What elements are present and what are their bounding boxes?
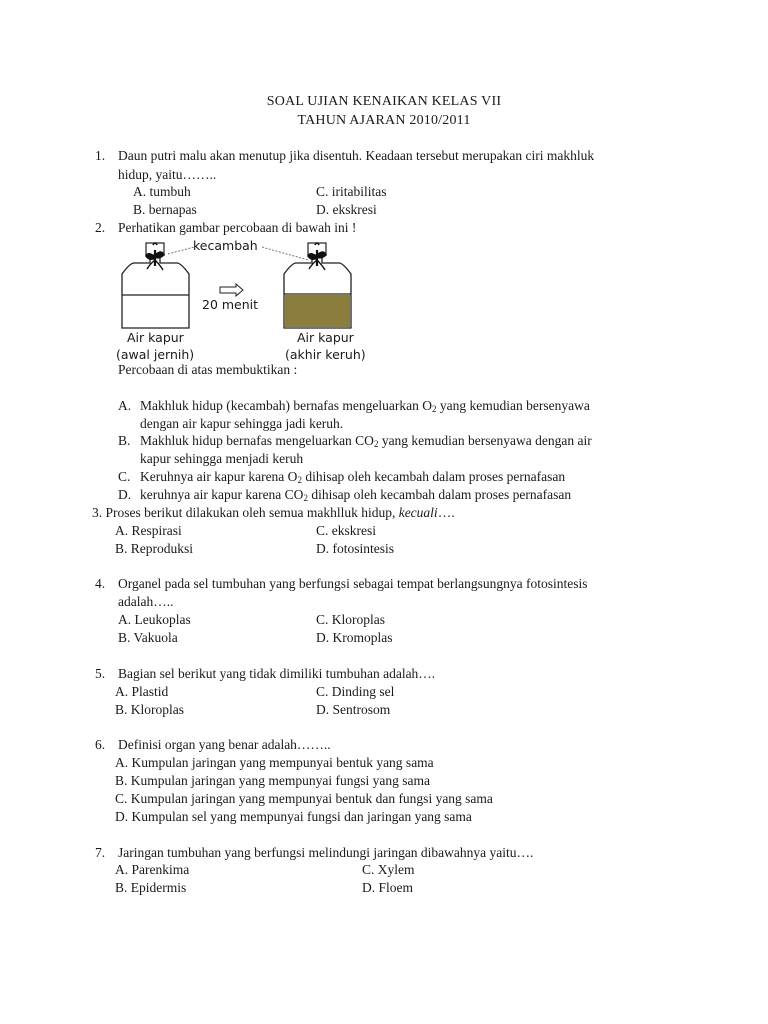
option-a: A. Kumpulan jaringan yang mempunyai bentuk yang sama xyxy=(115,755,434,770)
option-a-label: A. xyxy=(118,398,132,413)
cloudy-limewater xyxy=(285,295,350,327)
option-b-label: B. xyxy=(118,433,131,448)
question-number: 7. xyxy=(95,845,106,860)
time-label: 20 menit xyxy=(202,297,259,312)
option-d: D. Kromoplas xyxy=(316,630,393,645)
option-b-cont: kapur sehingga menjadi keruh xyxy=(140,451,304,466)
option-d: D. fotosintesis xyxy=(316,541,395,556)
option-b: B. Vakuola xyxy=(118,630,178,645)
option-a: A. Leukoplas xyxy=(118,612,191,627)
right-bottle-state: (akhir keruh) xyxy=(285,347,366,362)
question-number: 2. xyxy=(95,220,106,235)
question-number: 6. xyxy=(95,737,106,752)
option-c: C. iritabilitas xyxy=(316,184,387,199)
option-b: B. bernapas xyxy=(133,202,197,217)
option-a: A. Parenkima xyxy=(115,862,190,877)
right-bottle-label: Air kapur xyxy=(297,330,354,345)
option-a-cont: dengan air kapur sehingga jadi keruh. xyxy=(140,416,344,431)
exam-year: TAHUN AJARAN 2010/2011 xyxy=(297,113,471,128)
left-bottle-label: Air kapur xyxy=(127,330,184,345)
option-d: keruhnya air kapur karena $CO_2$ dihisap oleh kecambah dalam proses pernafasan xyxy=(140,487,572,503)
option-a: A. Respirasi xyxy=(115,523,182,538)
clear-limewater xyxy=(123,296,188,327)
question-text: 3. Proses berikut dilakukan oleh semua makhlluk hidup, kecuali…. xyxy=(92,505,455,520)
option-c: C. Xylem xyxy=(362,862,415,877)
arrow-right-icon xyxy=(220,284,243,296)
option-c: C. Dinding sel xyxy=(316,684,395,699)
option-d-label: D. xyxy=(118,487,132,502)
option-b: B. Kumpulan jaringan yang mempunyai fungsi yang sama xyxy=(115,773,430,788)
sprout-label: kecambah xyxy=(193,238,258,253)
option-b: B. Reproduksi xyxy=(115,541,194,556)
option-b: B. Kloroplas xyxy=(115,702,184,717)
exam-title: SOAL UJIAN KENAIKAN KELAS VII xyxy=(266,94,502,109)
option-c: Keruhnya air kapur karena $O_2$ dihisap oleh kecambah dalam proses pernafasan xyxy=(140,469,566,485)
question-text-cont: hidup, yaitu…….. xyxy=(118,167,217,182)
option-c: C. ekskresi xyxy=(316,523,376,538)
question-text: Daun putri malu akan menutup jika disentuh. Keadaan tersebut merupakan ciri makhluk xyxy=(118,148,595,163)
option-c: C. Kloroplas xyxy=(316,612,385,627)
option-d: D. Sentrosom xyxy=(316,702,391,717)
option-d: D. ekskresi xyxy=(316,202,377,217)
option-c: C. Kumpulan jaringan yang mempunyai bentuk dan fungsi yang sama xyxy=(115,791,493,806)
question-intro: Percobaan di atas membuktikan : xyxy=(118,362,298,377)
option-a: Makhluk hidup (kecambah) bernafas mengeluarkan $O_2$ yang kemudian bersenyawa xyxy=(140,398,590,414)
option-c-label: C. xyxy=(118,469,131,484)
left-bottle-state: (awal jernih) xyxy=(116,347,195,362)
question-number: 5. xyxy=(95,666,106,681)
question-text: Definisi organ yang benar adalah…….. xyxy=(118,737,331,752)
option-d: D. Floem xyxy=(362,880,414,895)
option-a: A. Plastid xyxy=(115,684,169,699)
option-a: A. tumbuh xyxy=(133,184,191,199)
question-text: Jaringan tumbuhan yang berfungsi melindungi jaringan dibawahnya yaitu…. xyxy=(118,845,534,860)
question-text-cont: adalah….. xyxy=(118,594,174,609)
question-text: Perhatikan gambar percobaan di bawah ini ! xyxy=(118,220,357,235)
option-b: B. Epidermis xyxy=(115,880,187,895)
option-d: D. Kumpulan sel yang mempunyai fungsi dan jaringan yang sama xyxy=(115,809,472,824)
option-b: Makhluk hidup bernafas mengeluarkan $CO_2$ yang kemudian bersenyawa dengan air xyxy=(140,433,592,449)
question-text: Organel pada sel tumbuhan yang berfungsi sebagai tempat berlangsungnya fotosintesis xyxy=(118,576,588,591)
question-number: 1. xyxy=(95,148,106,163)
question-text: Bagian sel berikut yang tidak dimiliki tumbuhan adalah…. xyxy=(118,666,436,681)
question-number: 4. xyxy=(95,576,106,591)
